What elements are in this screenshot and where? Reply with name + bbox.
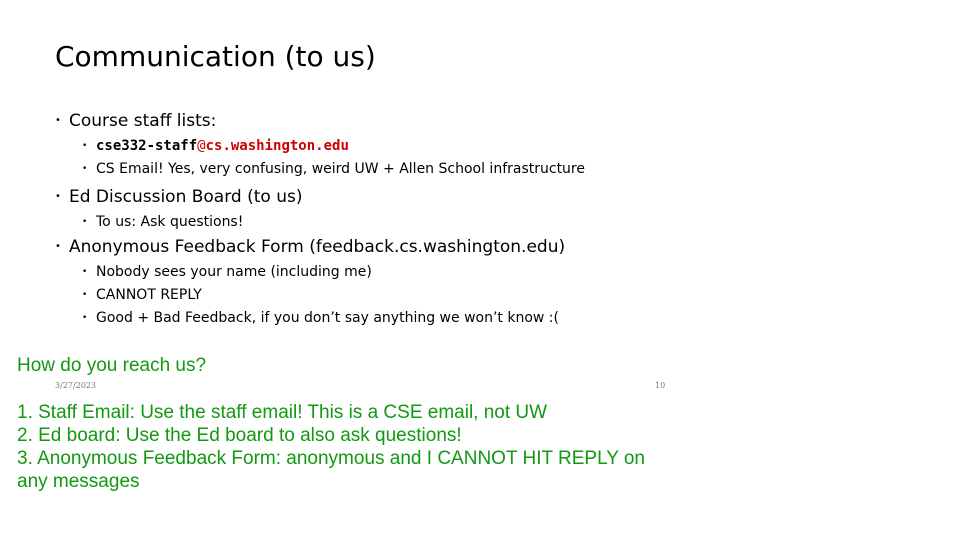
bullet-dot-icon: • — [82, 217, 88, 227]
bullet-dot-icon: • — [82, 141, 88, 151]
bullet-text: CS Email! Yes, very confusing, weird UW + Allen School infrastructure — [96, 161, 585, 177]
bullet-dot-icon: • — [55, 191, 61, 202]
bullet-text: Nobody sees your name (including me) — [96, 264, 372, 280]
bullet-dot-icon: • — [82, 164, 88, 174]
footer-page-number: 10 — [655, 381, 666, 390]
email-user: cse332-staff — [96, 138, 198, 154]
notes-question: How do you reach us? — [17, 355, 207, 376]
bullet-ed-board — [55, 187, 302, 207]
footer-date: 3/27/2023 — [55, 381, 97, 390]
email-domain: cs.washington.edu — [205, 138, 349, 154]
notes-line-4: any messages — [17, 471, 140, 492]
email-at: @ — [197, 138, 206, 154]
notes-line-1: 1. Staff Email: Use the staff email! This is a CSE email, not UW — [17, 402, 548, 423]
bullet-dot-icon: • — [82, 290, 88, 300]
bullet-dot-icon: • — [55, 115, 61, 126]
slide-title: Communication (to us) — [55, 40, 376, 73]
bullet-dot-icon: • — [82, 313, 88, 323]
sub-bullet-ask — [82, 214, 243, 230]
bullet-text: CANNOT REPLY — [96, 287, 202, 303]
notes-line-3: 3. Anonymous Feedback Form: anonymous and I CANNOT HIT REPLY on — [17, 448, 646, 469]
sub-bullet-cannot-reply — [82, 287, 202, 303]
bullet-text: Anonymous Feedback Form (feedback.cs.washington.edu) — [69, 237, 566, 257]
bullet-text: To us: Ask questions! — [96, 214, 244, 230]
bullet-feedback-form — [55, 237, 565, 257]
notes-line-2: 2. Ed board: Use the Ed board to also ask questions! — [17, 425, 462, 446]
bullet-course-staff — [55, 111, 216, 131]
sub-bullet-nobody — [82, 264, 372, 280]
sub-bullet-good-bad — [82, 310, 559, 326]
sub-bullet-cs-email — [82, 161, 585, 177]
bullet-text: Ed Discussion Board (to us) — [69, 187, 303, 207]
bullet-dot-icon: • — [55, 241, 61, 252]
sub-bullet-email — [82, 138, 349, 154]
bullet-dot-icon: • — [82, 267, 88, 277]
bullet-text: Good + Bad Feedback, if you don’t say anything we won’t know :( — [96, 310, 559, 326]
bullet-text: Course staff lists: — [69, 111, 217, 131]
